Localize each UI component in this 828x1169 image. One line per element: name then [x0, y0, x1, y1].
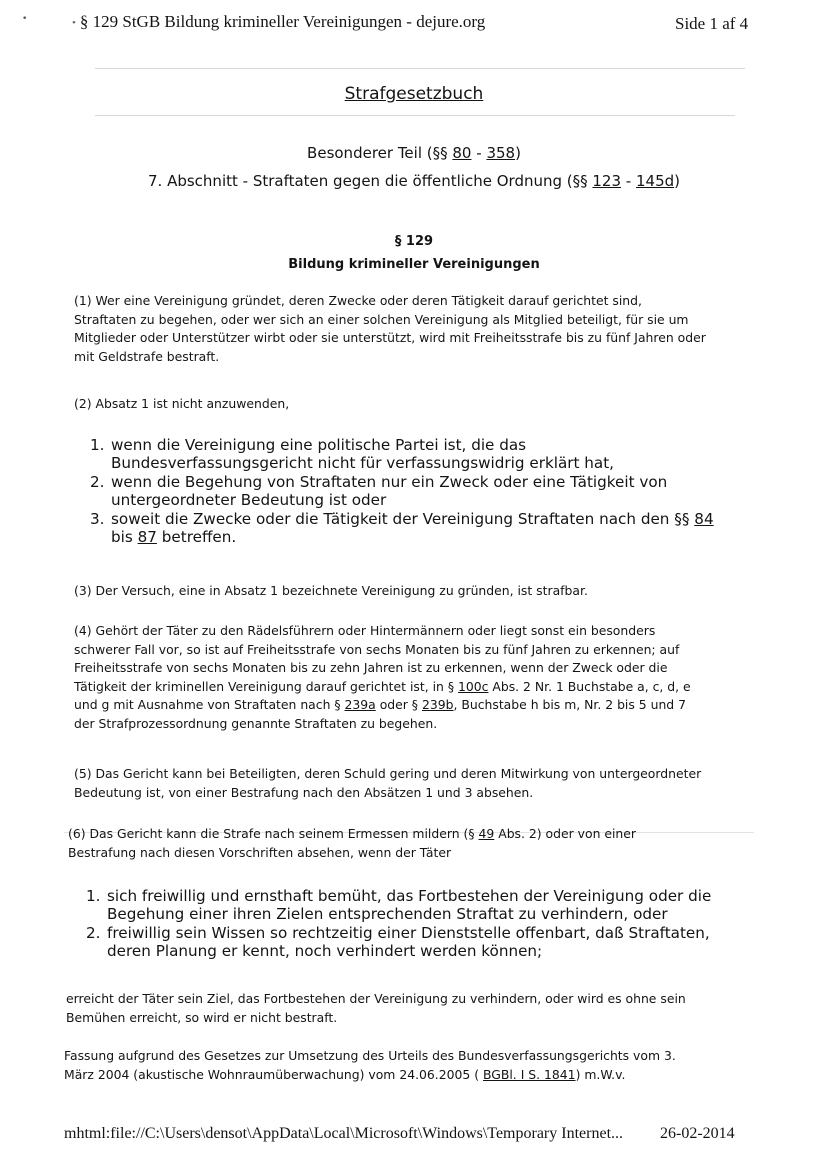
text-line: Bestrafung nach diesen Vorschriften absehen, wenn der Täter: [68, 844, 452, 860]
text-line: erreicht der Täter sein Ziel, das Fortbestehen der Vereinigung zu verhindern, oder wird es ohne sein: [66, 991, 686, 1006]
part-line: [0, 144, 828, 162]
text-line: Straftaten zu begehen, oder wer sich an einer solchen Vereinigung als Mitglied beteiligt, für sie um: [74, 311, 689, 327]
text-line: Freiheitsstrafe von sechs Monaten bis zu zehn Jahren ist zu erkennen, wenn der Zweck oder die: [74, 660, 668, 676]
part-to-link[interactable]: 358: [486, 144, 516, 162]
part-suffix: ): [515, 144, 521, 162]
print-footer-path: mhtml:file://C:\Users\densot\AppData\Local\Microsoft\Windows\Temporary Internet...: [64, 1125, 624, 1142]
text-segment: Abs. 2 Nr. 1 Buchstabe a, c, d, e: [488, 678, 691, 694]
law-title-link[interactable]: Strafgesetzbuch: [344, 84, 484, 104]
scan-artifact-line: [95, 68, 745, 69]
section-suffix: ): [674, 172, 680, 190]
absatz-3: (3) Der Versuch, eine in Absatz 1 bezeichnete Vereinigung zu gründen, ist strafbar.: [74, 583, 588, 598]
text-line: (4) Gehört der Täter zu den Rädelsführern oder Hintermännern oder liegt sonst ein besonders: [74, 623, 656, 638]
print-header-page: Side 1 af 4: [675, 14, 749, 33]
text-line: mit Geldstrafe bestraft.: [74, 348, 220, 364]
section-prefix: 7. Abschnitt - Straftaten gegen die öffentliche Ordnung (§§: [148, 172, 593, 190]
absatz-5: [74, 765, 701, 802]
absatz-4: [74, 622, 691, 734]
text-segment: , Buchstabe h bis m, Nr. 2 bis 5 und 7: [453, 697, 686, 713]
text-line: soweit die Zwecke oder die Tätigkeit der Vereinigung Straftaten nach den §§: [111, 510, 695, 528]
text-line: sich freiwillig und ernsthaft bemüht, das Fortbestehen der Vereinigung oder die: [107, 887, 712, 905]
text-line: bis: [111, 527, 138, 546]
version-note: [64, 1047, 676, 1084]
text-line: betreffen.: [156, 527, 237, 546]
part-prefix: Besonderer Teil (§§: [307, 144, 453, 162]
print-footer-date: 26-02-2014: [660, 1125, 735, 1142]
text-line: (5) Das Gericht kann bei Beteiligten, deren Schuld gering und deren Mitwirkung von untergeordneter: [74, 766, 702, 781]
absatz-6-list: [86, 888, 711, 962]
list-number: 3.: [90, 510, 105, 528]
text-line: [74, 678, 691, 697]
text-line: [74, 696, 691, 715]
text-line: Fassung aufgrund des Gesetzes zur Umsetzung des Urteils des Bundesverfassungsgerichts vom 3.: [64, 1048, 676, 1063]
bullet-icon: •: [72, 17, 76, 30]
paragraph-100c-link[interactable]: 100c: [457, 678, 489, 694]
text-segment: Tätigkeit der kriminellen Vereinigung darauf gerichtet ist, in §: [74, 678, 458, 694]
paragraph-49-link[interactable]: 49: [478, 826, 495, 841]
absatz-2-list: [90, 437, 714, 548]
text-line: wenn die Begehung von Straftaten nur ein Zweck oder eine Tätigkeit von: [111, 473, 668, 491]
text-line: [68, 825, 636, 844]
scan-artifact-line: [95, 115, 735, 116]
section-line: [0, 172, 828, 190]
text-line: Bemühen erreicht, so wird er nicht bestraft.: [66, 1009, 338, 1025]
scan-speck: •: [22, 14, 28, 24]
absatz-2-intro: (2) Absatz 1 ist nicht anzuwenden,: [74, 396, 290, 411]
paragraph-84-link[interactable]: 84: [694, 510, 714, 528]
text-line: (1) Wer eine Vereinigung gründet, deren Zwecke oder deren Tätigkeit darauf gerichtet sind,: [74, 293, 642, 308]
section-to-link[interactable]: 145d: [635, 172, 675, 190]
text-line: freiwillig sein Wissen so rechtzeitig einer Dienststelle offenbart, daß Straftaten,: [107, 924, 710, 942]
list-item: [86, 888, 711, 923]
absatz-1: [74, 292, 706, 366]
bgbl-link[interactable]: BGBl. I S. 1841: [482, 1066, 576, 1082]
text-segment: (6) Das Gericht kann die Strafe nach seinem Ermessen mildern (§: [68, 826, 479, 841]
text-line: Bundesverfassungsgericht nicht für verfassungswidrig erklärt hat,: [111, 453, 615, 472]
list-number: 1.: [86, 887, 101, 905]
paragraph-number: § 129: [394, 234, 434, 249]
paragraph-87-link[interactable]: 87: [137, 527, 157, 546]
text-line: schwerer Fall vor, so ist auf Freiheitsstrafe von sechs Monaten bis zu fünf Jahren zu erkennen; auf: [74, 641, 680, 657]
text-line: Mitglieder oder Unterstützer wirbt oder sie unterstützt, wird mit Freiheitsstrafe bis zu fünf Jahren oder: [74, 330, 706, 346]
text-line: Begehung einer ihren Zielen entsprechenden Straftat zu verhindern, oder: [107, 904, 668, 923]
absatz-6-closing: [66, 990, 686, 1027]
part-sep: -: [471, 144, 487, 162]
text-line: [64, 1066, 676, 1085]
text-segment: Abs. 2) oder von einer: [494, 826, 636, 841]
text-segment: oder §: [375, 697, 422, 713]
header-title-text: § 129 StGB Bildung krimineller Vereinigungen - dejure.org: [79, 12, 486, 31]
section-from-link[interactable]: 123: [592, 172, 622, 190]
paragraph-239b-link[interactable]: 239b: [421, 697, 454, 713]
list-item: [90, 511, 714, 546]
list-item: [86, 925, 711, 960]
absatz-6: [68, 825, 636, 862]
list-number: 1.: [90, 436, 105, 454]
part-from-link[interactable]: 80: [452, 144, 472, 162]
section-sep: -: [621, 172, 636, 190]
text-segment: März 2004 (akustische Wohnraumüberwachung) vom 24.06.2005 (: [64, 1066, 483, 1082]
text-line: der Strafprozessordnung genannte Straftaten zu begehen.: [74, 715, 438, 731]
list-number: 2.: [86, 924, 101, 942]
list-item: [90, 474, 714, 509]
paragraph-239a-link[interactable]: 239a: [344, 697, 376, 713]
text-segment: und g mit Ausnahme von Straftaten nach §: [74, 697, 345, 713]
paragraph-title: Bildung krimineller Vereinigungen: [288, 257, 540, 272]
text-segment: ) m.W.v.: [575, 1066, 626, 1082]
text-line: wenn die Vereinigung eine politische Partei ist, die das: [111, 436, 527, 454]
text-line: deren Planung er kennt, noch verhindert werden können;: [107, 941, 543, 960]
print-header-title: [72, 12, 485, 32]
list-number: 2.: [90, 473, 105, 491]
text-line: untergeordneter Bedeutung ist oder: [111, 490, 387, 509]
list-item: [90, 437, 714, 472]
text-line: Bedeutung ist, von einer Bestrafung nach den Absätzen 1 und 3 absehen.: [74, 784, 534, 800]
